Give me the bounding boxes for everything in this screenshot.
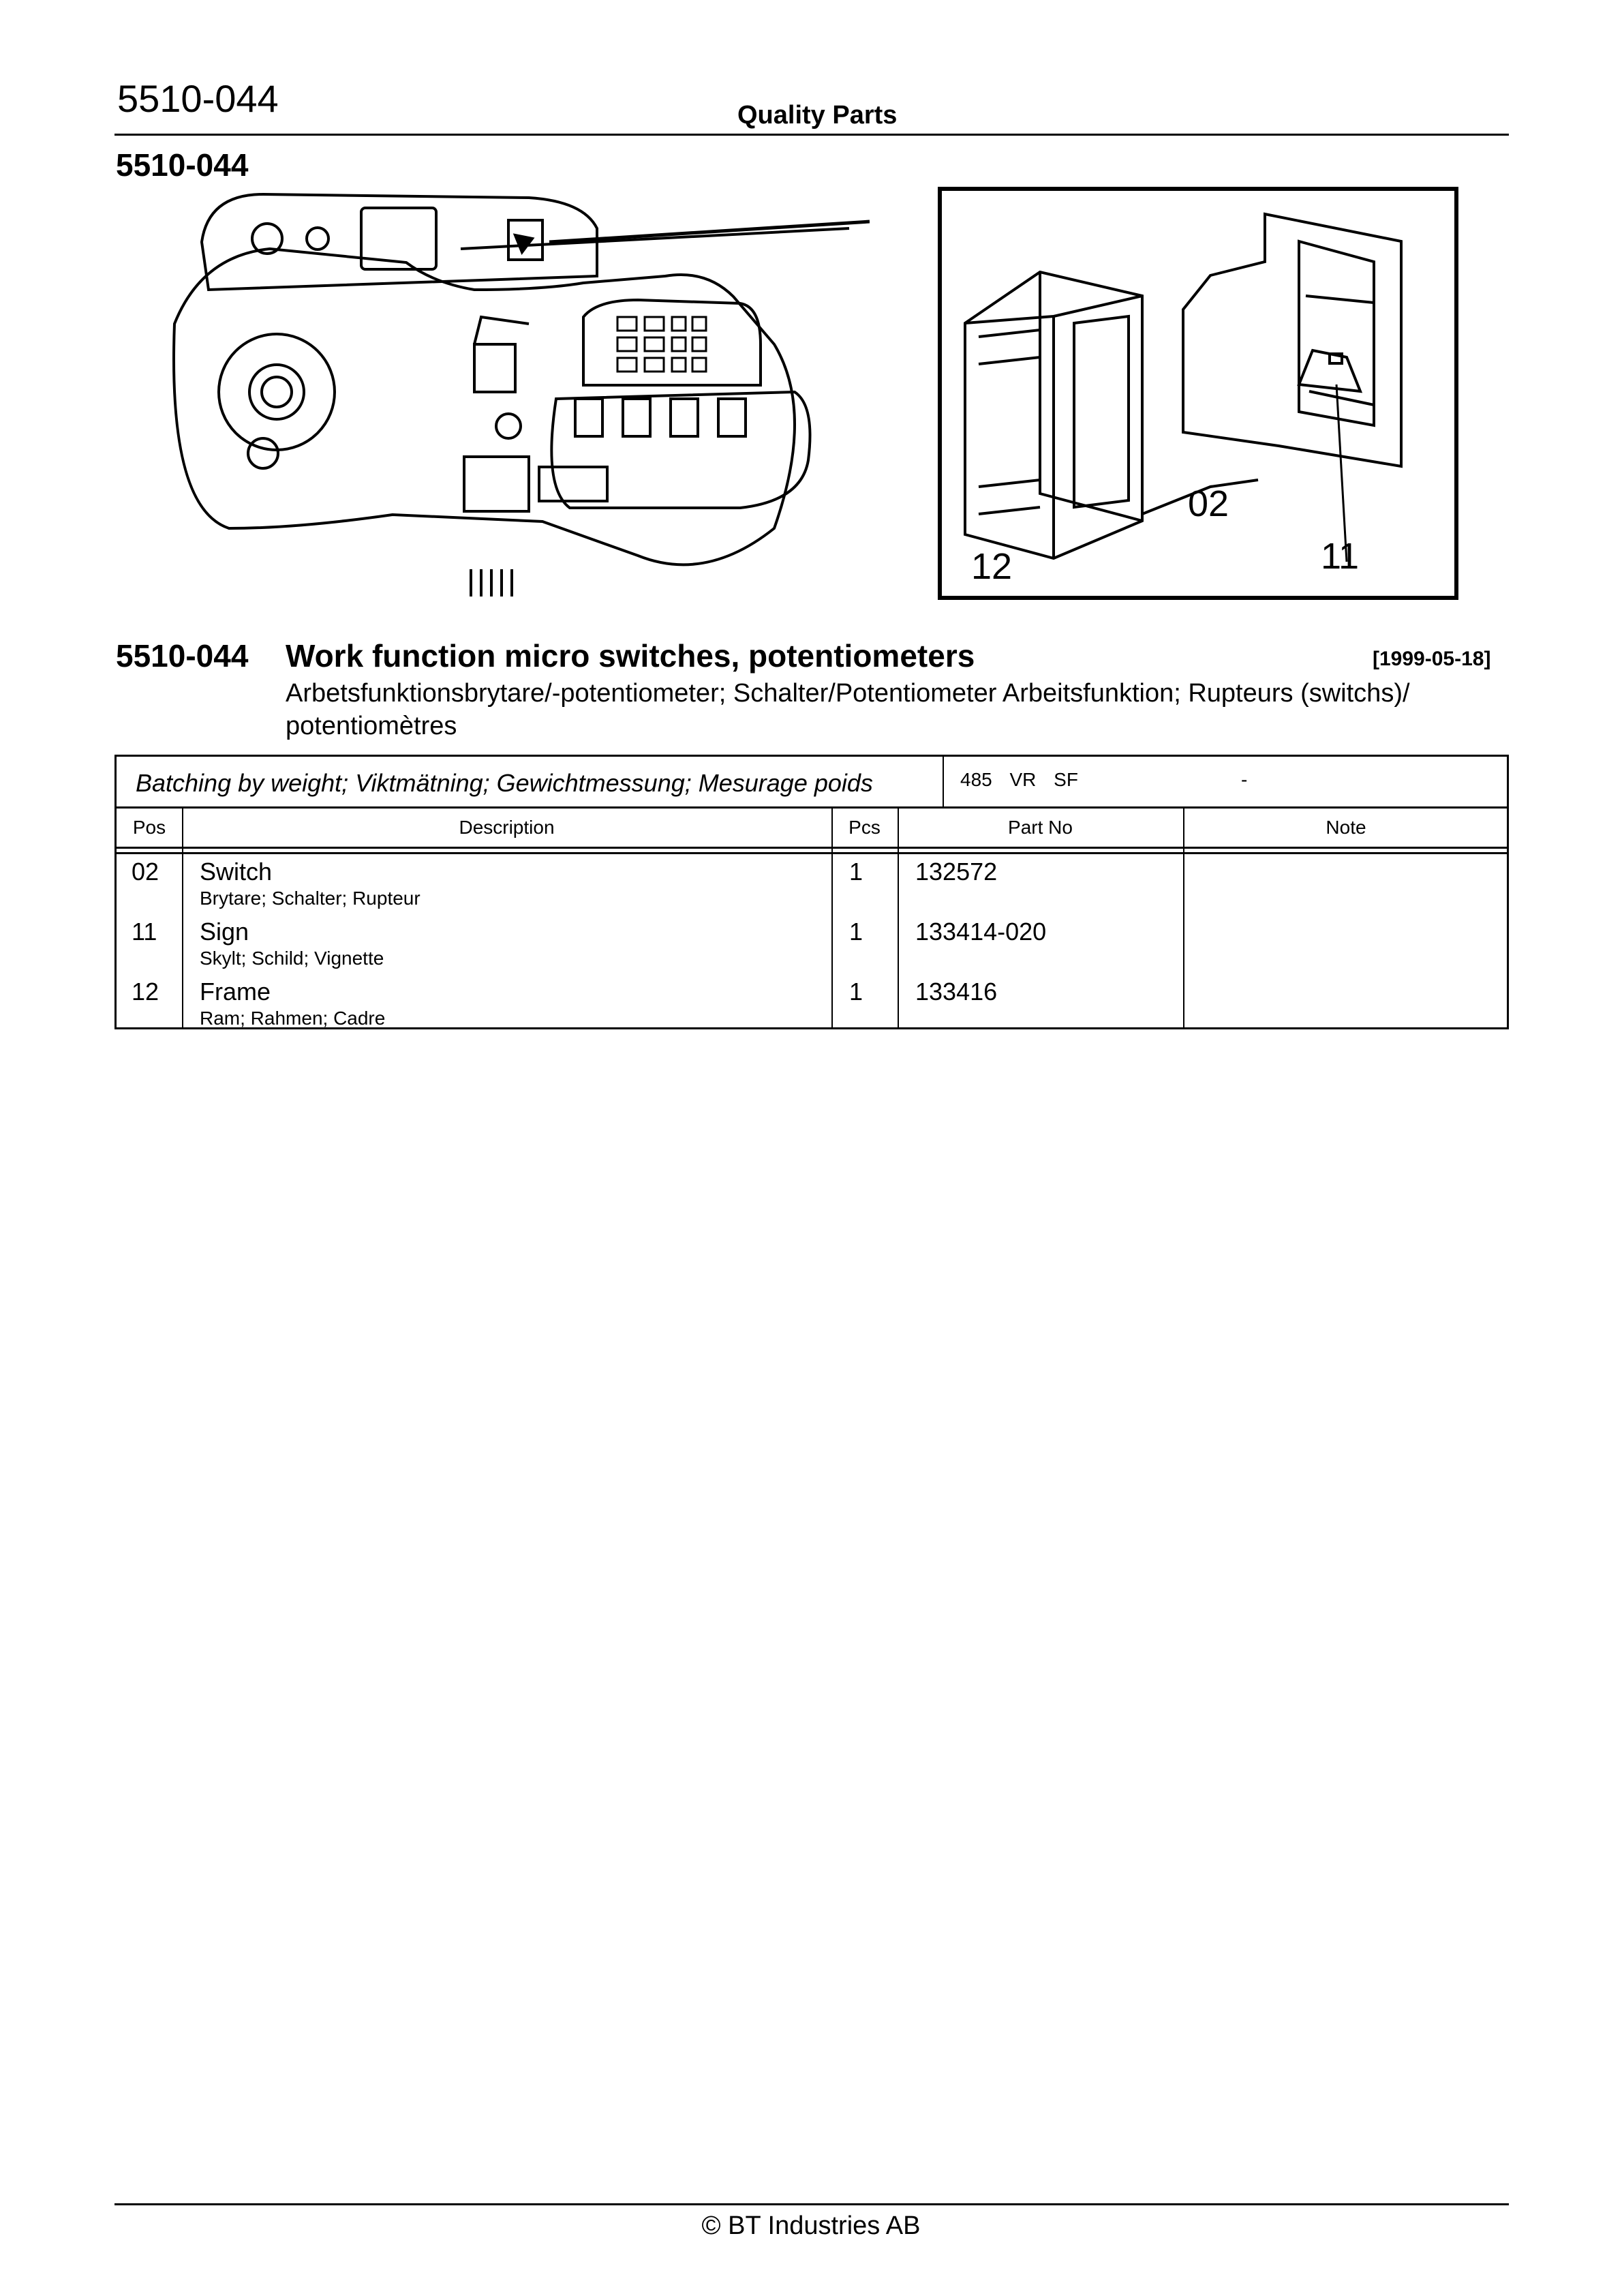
parts-table bbox=[114, 806, 1509, 1029]
row-name: Sign bbox=[200, 918, 249, 946]
group-range: - bbox=[1241, 769, 1248, 790]
page-code: 5510-044 bbox=[117, 77, 279, 120]
row-pos: 11 bbox=[132, 918, 157, 946]
row-part-no: 133416 bbox=[915, 978, 998, 1006]
col-header-part-no: Part No bbox=[1008, 817, 1073, 838]
row-translations: Brytare; Schalter; Rupteur bbox=[200, 888, 420, 909]
group-divider bbox=[943, 757, 944, 809]
title-code: 5510-044 bbox=[116, 638, 249, 674]
row-translations: Ram; Rahmen; Cadre bbox=[200, 1008, 386, 1029]
row-name: Frame bbox=[200, 978, 271, 1006]
table-row bbox=[117, 978, 1507, 1038]
callout-12: 12 bbox=[971, 546, 1013, 587]
row-pos: 02 bbox=[132, 858, 159, 886]
col-header-description: Description bbox=[459, 817, 555, 838]
col-header-pcs: Pcs bbox=[848, 817, 881, 838]
row-pcs: 1 bbox=[849, 978, 863, 1006]
header-rule bbox=[117, 847, 1507, 849]
group-row bbox=[114, 755, 1509, 809]
table-row bbox=[117, 858, 1507, 918]
callout-02: 02 bbox=[1188, 483, 1229, 524]
title-date: [1999-05-18] bbox=[1373, 648, 1491, 670]
group-description: Batching by weight; Viktmätning; Gewichtmessung; Mesurage poids bbox=[136, 769, 873, 797]
row-pcs: 1 bbox=[849, 858, 863, 886]
page-title: Work function micro switches, potentiometers bbox=[286, 638, 975, 674]
header-divider bbox=[114, 134, 1509, 136]
row-pos: 12 bbox=[132, 978, 159, 1006]
title-translations: Arbetsfunktionsbrytare/-potentiometer; Schalter/Potentiometer Arbeitsfunktion; Rupteurs (switchs)/ potentiomètres bbox=[286, 679, 1410, 740]
row-pcs: 1 bbox=[849, 918, 863, 946]
switch-detail-inset bbox=[938, 187, 1458, 600]
row-part-no: 133414-020 bbox=[915, 918, 1047, 946]
callout-11: 11 bbox=[1321, 536, 1360, 577]
header-rule bbox=[117, 852, 1507, 854]
row-name: Switch bbox=[200, 858, 273, 886]
col-header-note: Note bbox=[1326, 817, 1366, 838]
group-model: 485 VR SF bbox=[960, 769, 1078, 790]
row-part-no: 132572 bbox=[915, 858, 998, 886]
header-brand: Quality Parts bbox=[737, 101, 898, 130]
section-code: 5510-044 bbox=[116, 147, 249, 183]
row-translations: Skylt; Schild; Vignette bbox=[200, 948, 384, 969]
col-header-pos: Pos bbox=[132, 817, 166, 838]
table-row bbox=[117, 918, 1507, 978]
footer-copyright: © BT Industries AB bbox=[701, 2211, 921, 2240]
footer-divider bbox=[114, 2203, 1509, 2205]
dashboard-illustration bbox=[161, 187, 870, 603]
